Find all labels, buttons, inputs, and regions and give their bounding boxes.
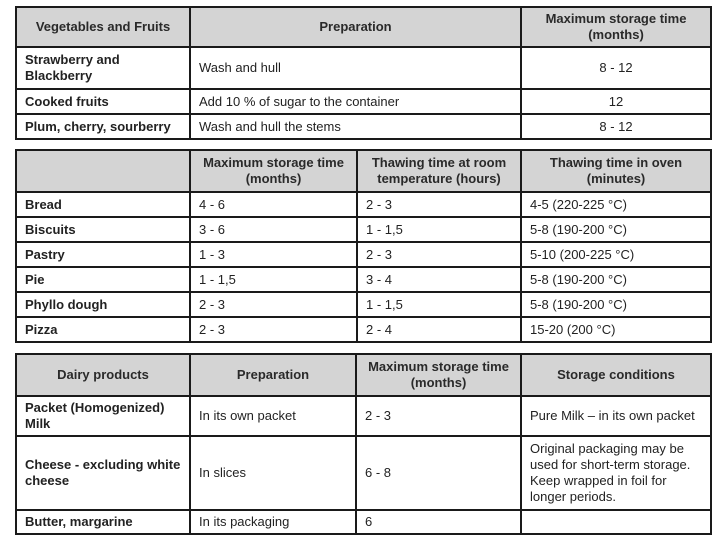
header-cell: Maximum storage time (months) bbox=[521, 7, 711, 47]
table-row bbox=[16, 114, 711, 139]
fruits-table bbox=[15, 6, 712, 140]
table-cell: In its own packet bbox=[190, 396, 356, 436]
table-cell: 4-5 (220-225 °C) bbox=[521, 192, 711, 217]
item-name: Biscuits bbox=[16, 217, 190, 242]
table-cell: 2 - 3 bbox=[190, 292, 357, 317]
table-cell: 2 - 3 bbox=[190, 317, 357, 342]
table-cell: 8 - 12 bbox=[521, 47, 711, 89]
table-cell: 5-8 (190-200 °C) bbox=[521, 267, 711, 292]
dairy-table bbox=[15, 353, 712, 535]
header-cell: Maximum storage time (months) bbox=[356, 354, 521, 396]
item-name: Phyllo dough bbox=[16, 292, 190, 317]
item-name: Plum, cherry, sourberry bbox=[16, 114, 190, 139]
table-cell: 5-8 (190-200 °C) bbox=[521, 292, 711, 317]
table-cell: 12 bbox=[521, 89, 711, 114]
table-cell: 2 - 4 bbox=[357, 317, 521, 342]
table-row bbox=[16, 510, 711, 534]
table-cell: 3 - 4 bbox=[357, 267, 521, 292]
bakery-table bbox=[15, 149, 712, 343]
header-cell: Vegetables and Fruits bbox=[16, 7, 190, 47]
header-cell: Dairy products bbox=[16, 354, 190, 396]
table-cell: 3 - 6 bbox=[190, 217, 357, 242]
item-name: Pie bbox=[16, 267, 190, 292]
table-cell: 1 - 3 bbox=[190, 242, 357, 267]
table-cell: 4 - 6 bbox=[190, 192, 357, 217]
table-cell: 2 - 3 bbox=[357, 192, 521, 217]
table-cell: Wash and hull bbox=[190, 47, 521, 89]
table-cell: 8 - 12 bbox=[521, 114, 711, 139]
header-cell: Thawing time at room temperature (hours) bbox=[357, 150, 521, 192]
table-cell: 6 - 8 bbox=[356, 436, 521, 510]
item-name: Cooked fruits bbox=[16, 89, 190, 114]
item-name: Pastry bbox=[16, 242, 190, 267]
table-row bbox=[16, 192, 711, 217]
table-row bbox=[16, 267, 711, 292]
table-cell: 5-8 (190-200 °C) bbox=[521, 217, 711, 242]
table-cell: 1 - 1,5 bbox=[357, 217, 521, 242]
table-cell: 1 - 1,5 bbox=[190, 267, 357, 292]
table-row bbox=[16, 242, 711, 267]
table-row bbox=[16, 436, 711, 510]
item-name: Butter, margarine bbox=[16, 510, 190, 534]
table-cell: 1 - 1,5 bbox=[357, 292, 521, 317]
item-name: Bread bbox=[16, 192, 190, 217]
table-row bbox=[16, 47, 711, 89]
table-row bbox=[16, 292, 711, 317]
table-row bbox=[16, 89, 711, 114]
table-cell: 5-10 (200-225 °C) bbox=[521, 242, 711, 267]
header-cell: Thawing time in oven (minutes) bbox=[521, 150, 711, 192]
header-cell: Storage conditions bbox=[521, 354, 711, 396]
item-name: Packet (Homogenized) Milk bbox=[16, 396, 190, 436]
table-cell bbox=[521, 510, 711, 534]
table-cell: 6 bbox=[356, 510, 521, 534]
table-cell: Pure Milk – in its own packet bbox=[521, 396, 711, 436]
table-cell: 2 - 3 bbox=[357, 242, 521, 267]
table-row bbox=[16, 396, 711, 436]
item-name: Cheese - excluding white cheese bbox=[16, 436, 190, 510]
table-cell: Original packaging may be used for short-term storage. Keep wrapped in foil for longer periods. bbox=[521, 436, 711, 510]
header-cell: Preparation bbox=[190, 7, 521, 47]
table-cell: In slices bbox=[190, 436, 356, 510]
table-header-row bbox=[16, 7, 711, 47]
table-cell: In its packaging bbox=[190, 510, 356, 534]
table-row bbox=[16, 317, 711, 342]
table-cell: 2 - 3 bbox=[356, 396, 521, 436]
table-cell: Wash and hull the stems bbox=[190, 114, 521, 139]
header-cell: Maximum storage time (months) bbox=[190, 150, 357, 192]
table-header-row bbox=[16, 354, 711, 396]
item-name: Strawberry and Blackberry bbox=[16, 47, 190, 89]
header-cell bbox=[16, 150, 190, 192]
table-cell: Add 10 % of sugar to the container bbox=[190, 89, 521, 114]
table-cell: 15-20 (200 °C) bbox=[521, 317, 711, 342]
item-name: Pizza bbox=[16, 317, 190, 342]
header-cell: Preparation bbox=[190, 354, 356, 396]
table-header-row bbox=[16, 150, 711, 192]
table-row bbox=[16, 217, 711, 242]
